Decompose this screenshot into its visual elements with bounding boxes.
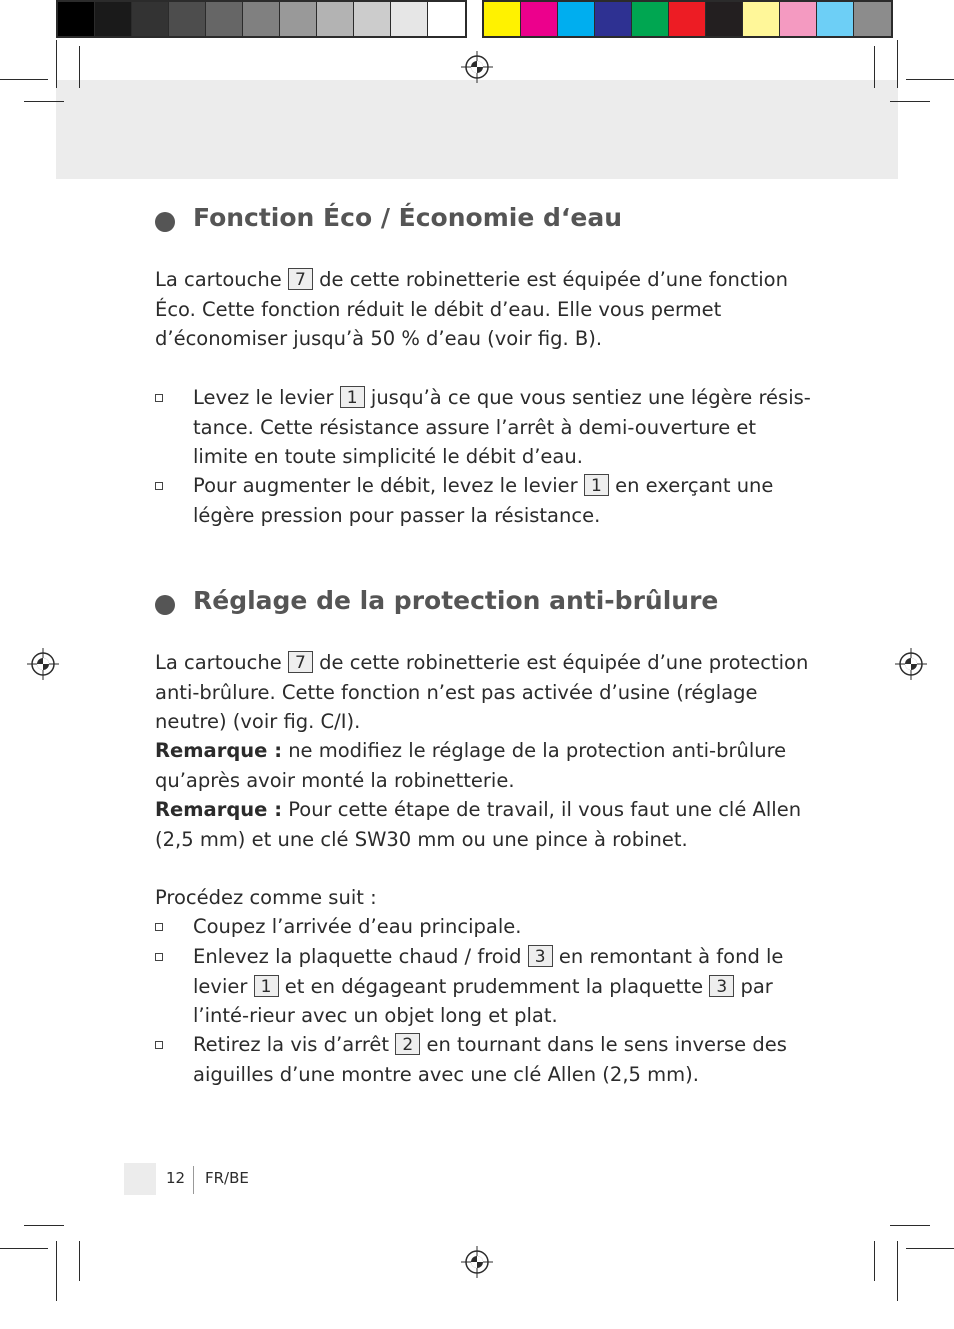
note-label: Remarque : [155,739,282,762]
part-ref-badge: 1 [340,386,365,408]
heading-text: Fonction Éco / Économie d‘eau [193,203,623,232]
text-run: La cartouche [155,651,288,674]
part-ref-badge: 7 [288,651,313,673]
crop-mark [24,1225,64,1226]
part-ref-badge: 3 [528,945,553,967]
text-run: de cette robinetterie est équipée d’une fonction Éco. Cette fonction réduit le débit d’eau. Elle vous permet d’économiser jusqu’à 50 % d’eau (voir fig. B). [155,268,788,350]
text-run: Levez le levier [193,386,340,409]
footer-divider [193,1166,194,1194]
color-swatch [669,2,706,36]
color-swatch [817,2,854,36]
paragraph-antiscald-intro [155,648,815,737]
text-run: par l’inté-rieur avec un objet long et plat. [193,974,773,1027]
paragraph-eco-intro [155,265,815,354]
crop-mark [874,46,875,88]
text-run: en tournant dans le sens inverse des aiguilles d’une montre avec une clé Allen (2,5 mm). [193,1033,787,1086]
crop-mark [890,1225,930,1226]
crop-mark [0,79,48,80]
text-run: en remontant à fond le levier [193,945,784,998]
color-swatch [354,2,391,36]
crop-mark [890,101,930,102]
crop-mark [56,40,57,88]
color-swatch [169,2,206,36]
text-run: de cette robinetterie est équipée d’une protection anti-brûlure. Cette fonction n’est pas activée d’usine (réglage neutre) (voir fig. C/I). [155,651,809,733]
procedure-intro [155,883,815,913]
color-swatch [743,2,780,36]
text-run: La cartouche [155,268,288,291]
color-swatch [521,2,558,36]
crop-mark [79,46,80,88]
bullet-dot-icon [155,212,175,232]
crop-mark [897,1241,898,1301]
checkbox-square-icon [155,482,163,490]
checkbox-square-icon [155,953,163,961]
crop-mark [24,101,64,102]
text-run: Procédez comme suit : [155,886,377,909]
text-run: jusqu’à ce que vous sentiez une légère résis-tance. Cette résistance assure l’arrêt à demi-ouverture et limite en toute simplicité le débit d’eau. [193,386,811,468]
color-swatch [391,2,428,36]
part-ref-badge: 1 [584,474,609,496]
color-swatch [706,2,743,36]
crop-mark [79,1241,80,1281]
part-ref-badge: 2 [395,1033,420,1055]
registration-mark-icon [461,51,493,83]
text-run: et en dégageant prudemment la plaquette [278,974,710,998]
color-swatch [317,2,354,36]
page-number: 12 [166,1169,186,1187]
language-code: FR/BE [205,1169,249,1187]
color-swatch [95,2,132,36]
color-swatch [206,2,243,36]
grayscale-calibration-bar [56,0,467,38]
note-label: Remarque : [155,798,282,821]
color-swatch [780,2,817,36]
crop-mark [0,1248,48,1249]
color-swatch [428,2,465,36]
color-swatch [58,2,95,36]
checkbox-square-icon [155,1041,163,1049]
color-calibration-bar [482,0,893,38]
registration-mark-icon [461,1246,493,1278]
part-ref-badge: 3 [709,975,734,997]
crop-mark [56,1241,57,1301]
color-swatch [632,2,669,36]
color-swatch [484,2,521,36]
page-number-tab [124,1163,156,1195]
color-swatch [243,2,280,36]
text-run: Retirez la vis d’arrêt [193,1033,396,1056]
checkbox-square-icon [155,923,163,931]
part-ref-badge: 1 [254,975,279,997]
crop-mark [906,1248,954,1249]
registration-mark-icon [895,648,927,680]
color-swatch [595,2,632,36]
text-run: ne modifiez le réglage de la protection anti-brûlure qu’après avoir monté la robinetterie. [155,739,787,792]
text-run: Enlevez la plaquette chaud / froid [193,945,528,968]
header-band [56,80,898,179]
note-paragraph [155,795,815,854]
crop-mark [906,79,954,80]
heading-text: Réglage de la protection anti-brûlure [193,586,719,615]
text-run: Coupez l’arrivée d’eau principale. [193,915,522,938]
note-paragraph [155,736,815,795]
registration-mark-icon [27,648,59,680]
color-swatch [558,2,595,36]
text-run: en exerçant une légère pression pour passer la résistance. [193,474,774,527]
crop-mark [874,1241,875,1281]
color-swatch [132,2,169,36]
color-swatch [280,2,317,36]
bullet-dot-icon [155,595,175,615]
crop-mark [897,40,898,88]
checkbox-square-icon [155,394,163,402]
text-run: Pour augmenter le débit, levez le levier [193,474,584,497]
text-run: Pour cette étape de travail, il vous faut une clé Allen (2,5 mm) et une clé SW30 mm ou une pince à robinet. [155,798,802,851]
part-ref-badge: 7 [288,268,313,290]
color-swatch [854,2,891,36]
